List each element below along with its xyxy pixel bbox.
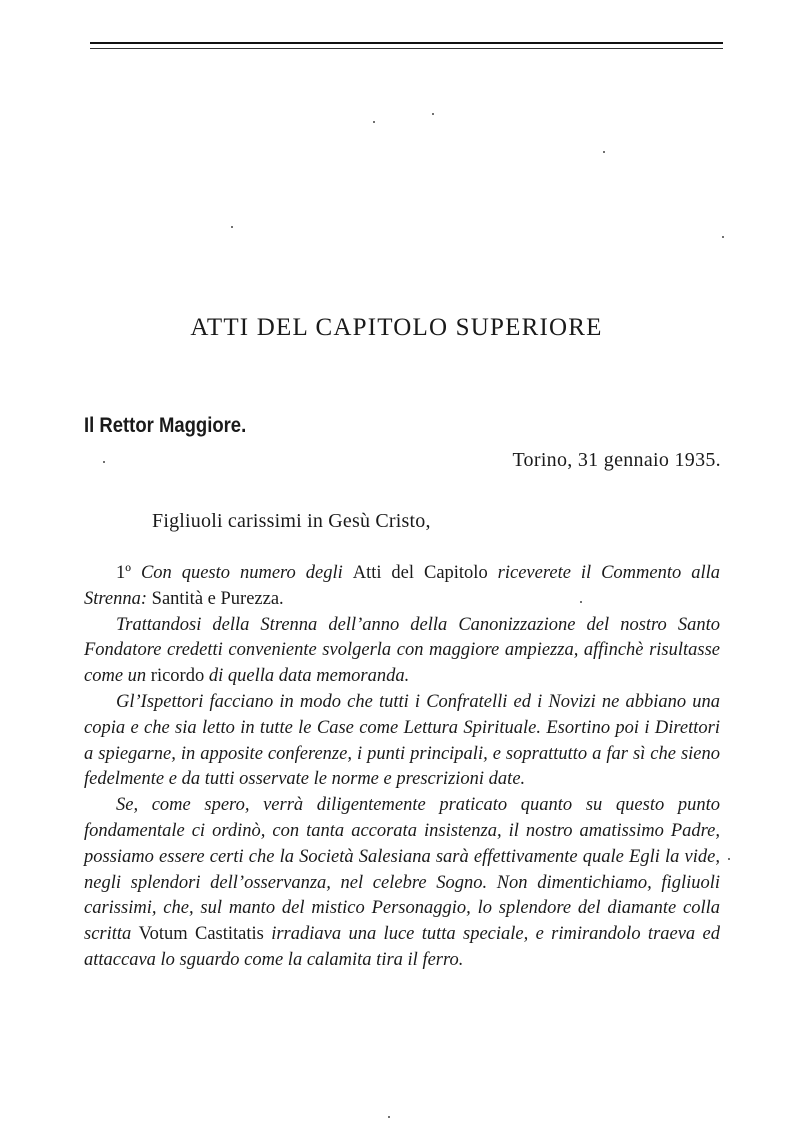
paragraph-4 <box>84 793 720 974</box>
text-segment: irradiava una luce tutta speciale, e rimirandolo traeva ed attaccava lo sguardo come la calamita tira il ferro. <box>84 924 720 970</box>
header-rule <box>90 42 723 44</box>
print-speck <box>722 236 724 238</box>
main-title: ATTI DEL CAPITOLO SUPERIORE <box>190 314 603 341</box>
header-rule-thin <box>90 48 723 49</box>
text-segment: Con questo numero degli <box>140 563 353 583</box>
print-speck <box>432 113 434 115</box>
text-segment: 1º <box>116 563 141 583</box>
paragraph-1 <box>84 561 720 613</box>
paragraph-3 <box>84 690 720 793</box>
text-segment: di quella data memoranda. <box>208 666 410 687</box>
print-speck <box>603 151 605 153</box>
text-segment: ricordo <box>150 666 209 687</box>
print-speck <box>103 461 105 463</box>
text-segment: Votum Castitatis <box>138 924 272 945</box>
print-speck <box>388 1116 390 1118</box>
print-speck <box>728 858 730 860</box>
print-speck <box>373 121 375 123</box>
text-segment: Atti del Capitolo <box>352 563 498 583</box>
text-segment: Se, come spero, verrà diligentemente praticato quanto su questo punto fondamentale ci ordinò, con tanta accorata insistenza, il nostro amatissimo Padre, possiamo essere certi che la Società Salesiana sarà effettivamente quale Egli la vide, negli splendori dell’osservanza, nel celebre Sogno. Non dimentichiamo, figliuoli carissimi, che, sul manto del mistico Personaggio, lo splendore del diamante colla scritta <box>84 795 720 945</box>
letter-body <box>84 561 720 974</box>
print-speck <box>231 226 233 228</box>
paragraph-2 <box>84 613 720 690</box>
section-heading: Il Rettor Maggiore. <box>84 414 247 437</box>
text-segment: riceverete il Commento alla Strenna: <box>84 563 720 609</box>
text-segment: Santità e Purezza. <box>151 588 284 609</box>
dateline: Torino, 31 gennaio 1935. <box>512 449 721 471</box>
salutation: Figliuoli carissimi in Gesù Cristo, <box>152 510 431 532</box>
text-segment: Trattandosi della Strenna dell’anno della Canonizzazione del nostro Santo Fondatore credetti conveniente svolgerla con maggiore ampiezza, affinchè risultasse come un <box>84 614 720 687</box>
text-segment: Gl’Ispettori facciano in modo che tutti i Confratelli ed i Novizi ne abbiano una copia e che sia letto in tutte le Case come Lettura Spirituale. Esortino poi i Direttori a spiegarne, in apposite conferenze, i punti principali, e soprattutto a far sì che sieno fedelmente e da tutti osservate le norme e prescrizioni date. <box>84 691 720 790</box>
